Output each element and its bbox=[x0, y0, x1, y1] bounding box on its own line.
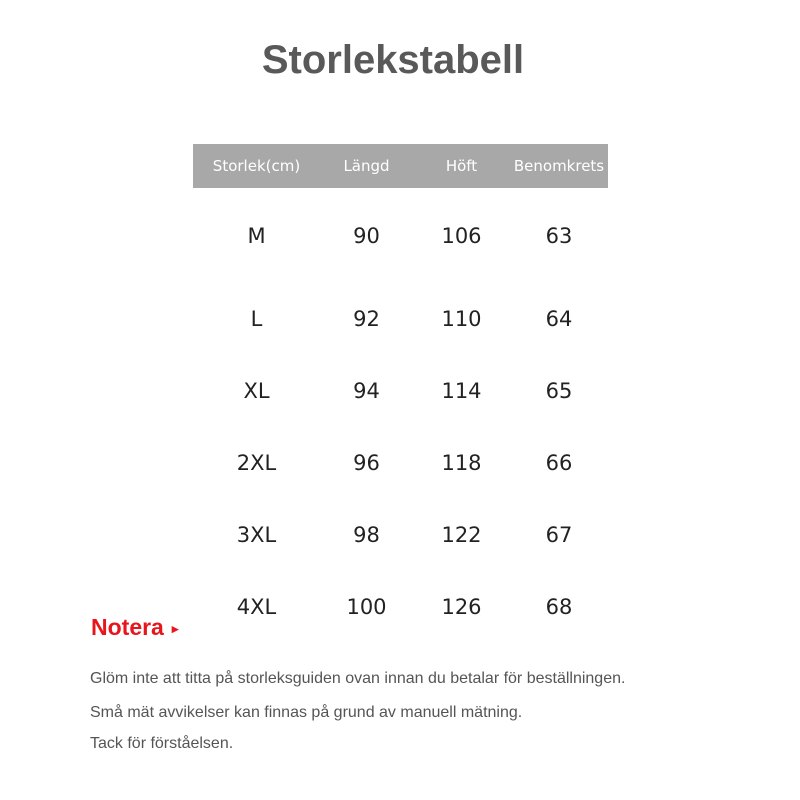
cell-hip: 106 bbox=[441, 223, 482, 248]
size-table bbox=[193, 144, 608, 643]
cell-leg-circumference: 65 bbox=[545, 379, 573, 403]
cell-leg-circumference: 63 bbox=[545, 223, 573, 248]
cell-length: 100 bbox=[346, 595, 387, 619]
note-line: Tack för förståelsen. bbox=[90, 735, 234, 752]
cell-size: 3XL bbox=[236, 523, 277, 547]
cell-hip: 126 bbox=[441, 595, 482, 619]
note-line: Små mät avvikelser kan finnas på grund av manuell mätning. bbox=[90, 704, 523, 721]
cell-leg-circumference: 67 bbox=[545, 523, 573, 547]
cell-length: 92 bbox=[353, 307, 380, 331]
cell-length: 90 bbox=[353, 223, 380, 248]
cell-size: 2XL bbox=[236, 451, 277, 475]
cell-length: 96 bbox=[353, 451, 380, 475]
cell-hip: 122 bbox=[441, 523, 482, 547]
column-header-size: Storlek(cm) bbox=[193, 144, 320, 188]
cell-hip: 118 bbox=[441, 451, 482, 475]
table-row bbox=[193, 355, 608, 427]
table-header-row bbox=[193, 144, 608, 188]
column-header-hip: Höft bbox=[413, 144, 510, 188]
cell-leg-circumference: 68 bbox=[545, 595, 573, 619]
table-row bbox=[193, 571, 608, 643]
table-row bbox=[193, 427, 608, 499]
table-row bbox=[193, 283, 608, 355]
column-header-leg-circumference: Benomkrets bbox=[510, 144, 608, 188]
table-row bbox=[193, 499, 608, 571]
note-heading-label: Notera bbox=[91, 614, 164, 640]
cell-length: 94 bbox=[353, 379, 380, 403]
column-header-length: Längd bbox=[320, 144, 413, 188]
cell-size: XL bbox=[243, 379, 270, 403]
note-line: Glöm inte att titta på storleksguiden ovan innan du betalar för beställningen. bbox=[90, 670, 626, 687]
cell-length: 98 bbox=[353, 523, 380, 547]
table-row bbox=[193, 188, 608, 283]
cell-leg-circumference: 64 bbox=[545, 307, 573, 331]
cell-hip: 110 bbox=[441, 307, 482, 331]
cell-hip: 114 bbox=[441, 379, 482, 403]
cell-leg-circumference: 66 bbox=[545, 451, 573, 475]
cell-size: L bbox=[250, 307, 263, 331]
note-heading bbox=[91, 614, 178, 641]
cell-size: 4XL bbox=[236, 595, 277, 619]
cell-size: M bbox=[247, 223, 266, 248]
page-title: Storlekstabell bbox=[261, 38, 525, 82]
triangle-right-icon: ▸ bbox=[171, 621, 179, 636]
